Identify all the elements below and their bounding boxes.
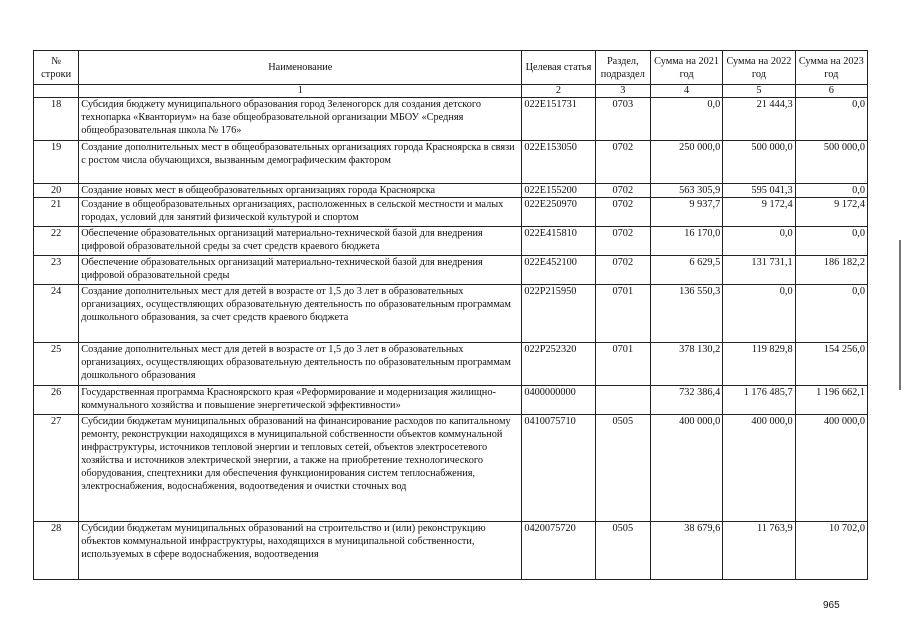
row-section: 0702 <box>595 141 650 184</box>
row-target-article: 022E452100 <box>522 256 595 285</box>
row-section: 0505 <box>595 522 650 580</box>
row-sum-2023: 10 702,0 <box>795 522 867 580</box>
row-name: Создание дополнительных мест в общеобразовательных организациях города Красноярска в связи с ростом числа обучающихся, вызванным демографическим фактором <box>79 141 522 184</box>
row-number: 27 <box>34 415 79 522</box>
row-sum-2021: 136 550,3 <box>650 285 722 343</box>
row-sum-2021: 563 305,9 <box>650 184 722 198</box>
row-sum-2022: 21 444,3 <box>723 98 795 141</box>
table-row <box>34 386 868 415</box>
row-sum-2023: 0,0 <box>795 184 867 198</box>
row-section: 0702 <box>595 227 650 256</box>
header-sum-2022: Сумма на 2022 год <box>723 51 795 85</box>
row-name: Создание новых мест в общеобразовательных организациях города Красноярска <box>79 184 522 198</box>
row-sum-2021: 0,0 <box>650 98 722 141</box>
row-sum-2022: 400 000,0 <box>723 415 795 522</box>
row-sum-2021: 38 679,6 <box>650 522 722 580</box>
row-number: 23 <box>34 256 79 285</box>
row-sum-2022: 0,0 <box>723 285 795 343</box>
scan-edge-mark <box>899 240 901 390</box>
row-name: Обеспечение образовательных организаций материально-технической базой для внедрения цифровой образовательной среды за счет средств краевого бюджета <box>79 227 522 256</box>
column-number: 1 <box>79 85 522 98</box>
row-target-article: 022E415810 <box>522 227 595 256</box>
row-number: 25 <box>34 343 79 386</box>
row-number: 26 <box>34 386 79 415</box>
row-sum-2022: 131 731,1 <box>723 256 795 285</box>
table-row <box>34 415 868 522</box>
row-sum-2023: 186 182,2 <box>795 256 867 285</box>
row-name: Обеспечение образовательных организаций материально-технической базой для внедрения цифровой образовательной среды <box>79 256 522 285</box>
row-section: 0702 <box>595 198 650 227</box>
table-body <box>34 98 868 580</box>
row-name: Создание в общеобразовательных организациях, расположенных в сельской местности и малых городах, условий для занятий физической культурой и спортом <box>79 198 522 227</box>
column-number: 3 <box>595 85 650 98</box>
row-sum-2023: 400 000,0 <box>795 415 867 522</box>
row-sum-2021: 6 629,5 <box>650 256 722 285</box>
row-section: 0701 <box>595 343 650 386</box>
row-target-article: 022P215950 <box>522 285 595 343</box>
table-row <box>34 184 868 198</box>
table-row <box>34 522 868 580</box>
column-number-row <box>34 85 868 98</box>
column-number: 6 <box>795 85 867 98</box>
row-sum-2022: 500 000,0 <box>723 141 795 184</box>
row-number: 21 <box>34 198 79 227</box>
header-target-article: Целевая статья <box>522 51 595 85</box>
row-sum-2022: 11 763,9 <box>723 522 795 580</box>
row-sum-2021: 16 170,0 <box>650 227 722 256</box>
row-section <box>595 386 650 415</box>
row-name: Создание дополнительных мест для детей в возрасте от 1,5 до 3 лет в образовательных организациях, осуществляющих образовательную деятельность по образовательным программам дошкольного образования <box>79 343 522 386</box>
header-row <box>34 51 868 85</box>
row-number: 28 <box>34 522 79 580</box>
row-sum-2022: 595 041,3 <box>723 184 795 198</box>
row-sum-2023: 1 196 662,1 <box>795 386 867 415</box>
table-row <box>34 343 868 386</box>
header-sum-2021: Сумма на 2021 год <box>650 51 722 85</box>
column-number: 4 <box>650 85 722 98</box>
header-sum-2023: Сумма на 2023 год <box>795 51 867 85</box>
row-number: 24 <box>34 285 79 343</box>
row-number: 19 <box>34 141 79 184</box>
row-sum-2023: 0,0 <box>795 227 867 256</box>
header-section: Раздел, подраздел <box>595 51 650 85</box>
row-number: 18 <box>34 98 79 141</box>
row-section: 0702 <box>595 256 650 285</box>
row-sum-2021: 378 130,2 <box>650 343 722 386</box>
table-row <box>34 198 868 227</box>
row-name: Создание дополнительных мест для детей в возрасте от 1,5 до 3 лет в образовательных организациях, осуществляющих образовательную деятельность по образовательным программам дошкольного образования, за счет средств краевого бюджета <box>79 285 522 343</box>
header-name: Наименование <box>79 51 522 85</box>
budget-table <box>33 50 868 580</box>
table-row <box>34 285 868 343</box>
row-sum-2023: 154 256,0 <box>795 343 867 386</box>
row-number: 20 <box>34 184 79 198</box>
row-sum-2022: 0,0 <box>723 227 795 256</box>
row-sum-2021: 400 000,0 <box>650 415 722 522</box>
row-name: Субсидия бюджету муниципального образования город Зеленогорск для создания детского технопарка «Кванториум» на базе общеобразовательной организации МБОУ «Средняя общеобразовательная школа № 176» <box>79 98 522 141</box>
row-target-article: 0410075710 <box>522 415 595 522</box>
row-name: Субсидии бюджетам муниципальных образований на финансирование расходов по капитальному ремонту, реконструкции находящихся в муниципальной собственности объектов коммунальной инфраструктуры, источников тепловой энергии и тепловых сетей, объектов электросетевого хозяйства и источников электрической энергии, а также на приобретение технологического оборудования, спецтехники для обеспечения функционирования систем теплоснабжения, электроснабжения, водоснабжения, водоотведения и очистки сточных вод <box>79 415 522 522</box>
row-sum-2023: 0,0 <box>795 285 867 343</box>
row-sum-2022: 119 829,8 <box>723 343 795 386</box>
row-name: Субсидии бюджетам муниципальных образований на строительство и (или) реконструкцию объектов коммунальной инфраструктуры, находящихся в муниципальной собственности, используемых в сфере водоснабжения, водоотведения <box>79 522 522 580</box>
row-target-article: 022P252320 <box>522 343 595 386</box>
column-number: 5 <box>723 85 795 98</box>
row-target-article: 022E151731 <box>522 98 595 141</box>
row-section: 0505 <box>595 415 650 522</box>
row-sum-2021: 250 000,0 <box>650 141 722 184</box>
row-sum-2022: 1 176 485,7 <box>723 386 795 415</box>
header-row-number: № строки <box>34 51 79 85</box>
row-sum-2021: 9 937,7 <box>650 198 722 227</box>
row-sum-2023: 500 000,0 <box>795 141 867 184</box>
table-row <box>34 141 868 184</box>
row-number: 22 <box>34 227 79 256</box>
row-target-article: 0420075720 <box>522 522 595 580</box>
row-target-article: 022E153050 <box>522 141 595 184</box>
row-section: 0701 <box>595 285 650 343</box>
row-sum-2021: 732 386,4 <box>650 386 722 415</box>
table-row <box>34 98 868 141</box>
table-row <box>34 256 868 285</box>
page-number: 965 <box>823 600 840 611</box>
row-target-article: 0400000000 <box>522 386 595 415</box>
row-sum-2022: 9 172,4 <box>723 198 795 227</box>
column-number-blank <box>34 85 79 98</box>
row-target-article: 022E250970 <box>522 198 595 227</box>
row-sum-2023: 0,0 <box>795 98 867 141</box>
row-section: 0703 <box>595 98 650 141</box>
row-sum-2023: 9 172,4 <box>795 198 867 227</box>
row-section: 0702 <box>595 184 650 198</box>
row-target-article: 022E155200 <box>522 184 595 198</box>
table-row <box>34 227 868 256</box>
column-number: 2 <box>522 85 595 98</box>
row-name: Государственная программа Красноярского края «Реформирование и модернизация жилищно-коммунального хозяйства и повышение энергетической эффективности» <box>79 386 522 415</box>
